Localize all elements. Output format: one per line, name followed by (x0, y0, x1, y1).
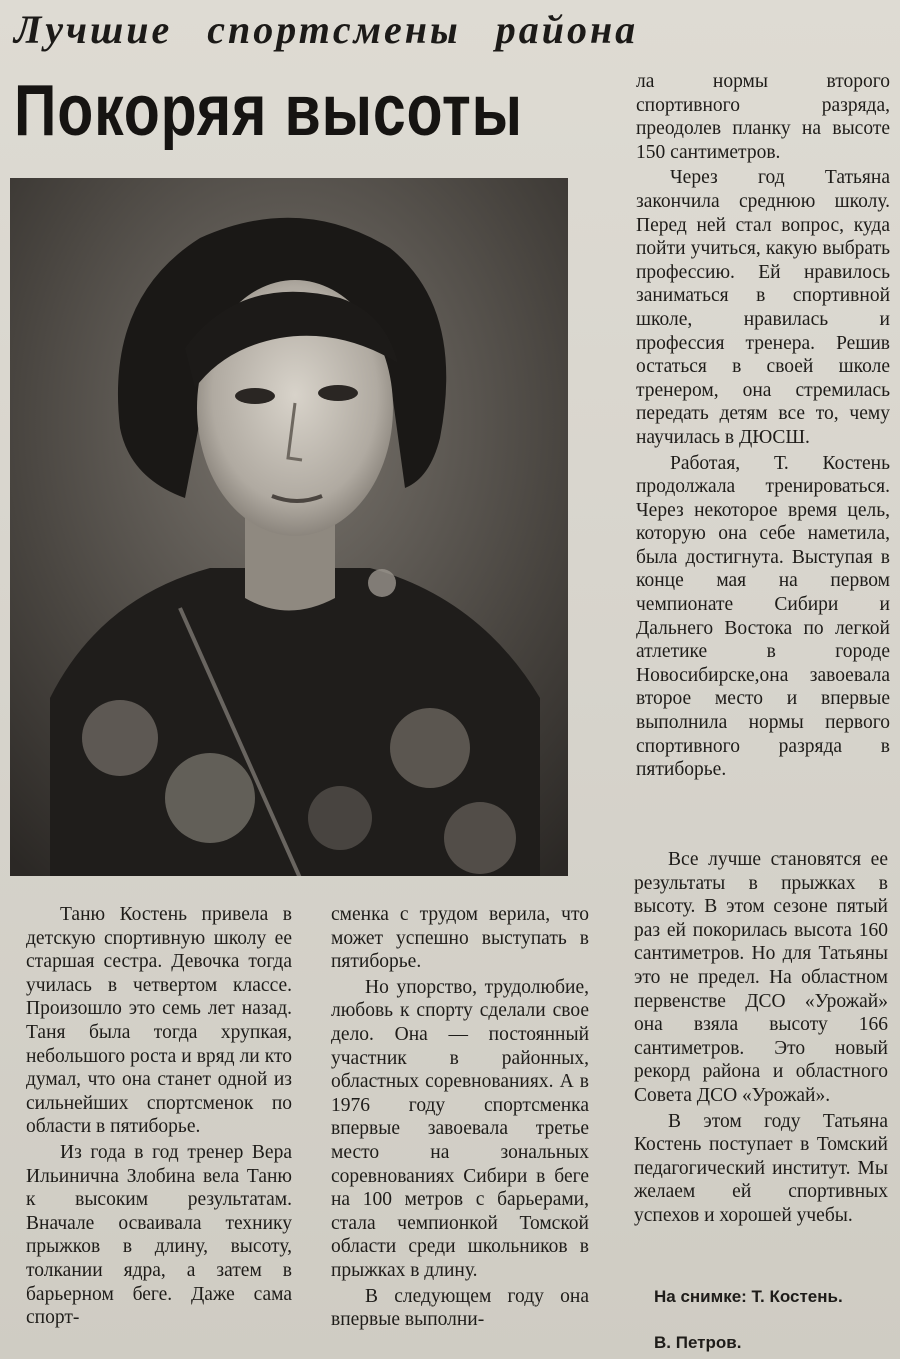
left-paragraph-2: Из года в год тренер Вера Ильинична Злобина вела Таню к высоким результатам. Вначале осваивала технику прыжков в длину, высоту, толкании ядра, а затем в барьерном беге. Даже сама спорт- (26, 1141, 292, 1329)
middle-column (331, 903, 589, 1332)
portrait-photo (10, 178, 568, 876)
right-top-paragraph-2: Через год Татьяна закончила среднюю школу. Перед ней стал вопрос, куда пойти учиться, какую выбрать профессию. Ей нравилось заниматься в спортивной школе, нравилась и профессия тренера. Решив остаться в своей школе тренером, она стремилась передать детям все то, чему научилась в ДЮСШ. (636, 167, 890, 448)
photo-caption: На снимке: Т. Костень. (654, 1287, 843, 1306)
article-headline: Покоряя высоты (14, 71, 523, 151)
middle-paragraph-3: В следующем году она впервые выполни- (331, 1285, 589, 1331)
author-byline: В. Петров. (654, 1333, 742, 1352)
right-top-paragraph-1: ла нормы второго спортивного разряда, преодолев планку на высоте 150 сантиметров. (636, 71, 890, 163)
right-bottom-paragraph-1: Все лучше становятся ее результаты в прыжках в высоту. В этом сезоне пятый раз ей покорилась высота 160 сантиметров. Но для Татьяны это не предел. На областном первенстве ДСО «Урожай» она взяла высоту 166 сантиметров. Это новый рекорд района и областного Совета ДСО «Урожай». (634, 849, 888, 1106)
right-column-bottom (634, 848, 888, 1228)
left-column (26, 903, 292, 1330)
left-paragraph-1: Таню Костень привела в детскую спортивную школу ее старшая сестра. Девочка тогда училась в четвертом классе. Произошло это семь лет назад. Таня была тогда хрупкая, небольшого роста и вряд ли кто думал, что она станет одной из сильнейших спортсменок по области в пятиборье. (26, 904, 292, 1138)
right-column-top (636, 70, 890, 782)
right-bottom-paragraph-2: В этом году Татьяна Костень поступает в Томский педагогический институт. Мы желаем ей спортивных успехов и хорошей учебы. (634, 1110, 888, 1226)
middle-paragraph-1: сменка с трудом верила, что может успешно выступать в пятиборье. (331, 904, 589, 973)
middle-paragraph-2: Но упорство, трудолюбие, любовь к спорту сделали свое дело. Она — постоянный участник в районных, областных соревнованиях. А в 1976 году спортсменка впервые завоевала третье место на зональных соревнованиях Сибири в беге на 100 метров с барьерами, стала чемпионкой Томской области среди школьников в прыжках в длину. (331, 976, 589, 1281)
rubric-title: Лучшие спортсмены района (14, 7, 639, 52)
right-top-paragraph-3: Работая, Т. Костень продолжала тренироваться. Через некоторое время цель, которую она себе наметила, была достигнута. Выступая в конце мая на первом чемпионате Сибири и Дальнего Востока по легкой атлетике в городе Новосибирске,она завоевала второе место и впервые выполнила нормы первого спортивного разряда в пятиборье. (636, 452, 890, 781)
portrait-photo-icon (10, 178, 568, 876)
